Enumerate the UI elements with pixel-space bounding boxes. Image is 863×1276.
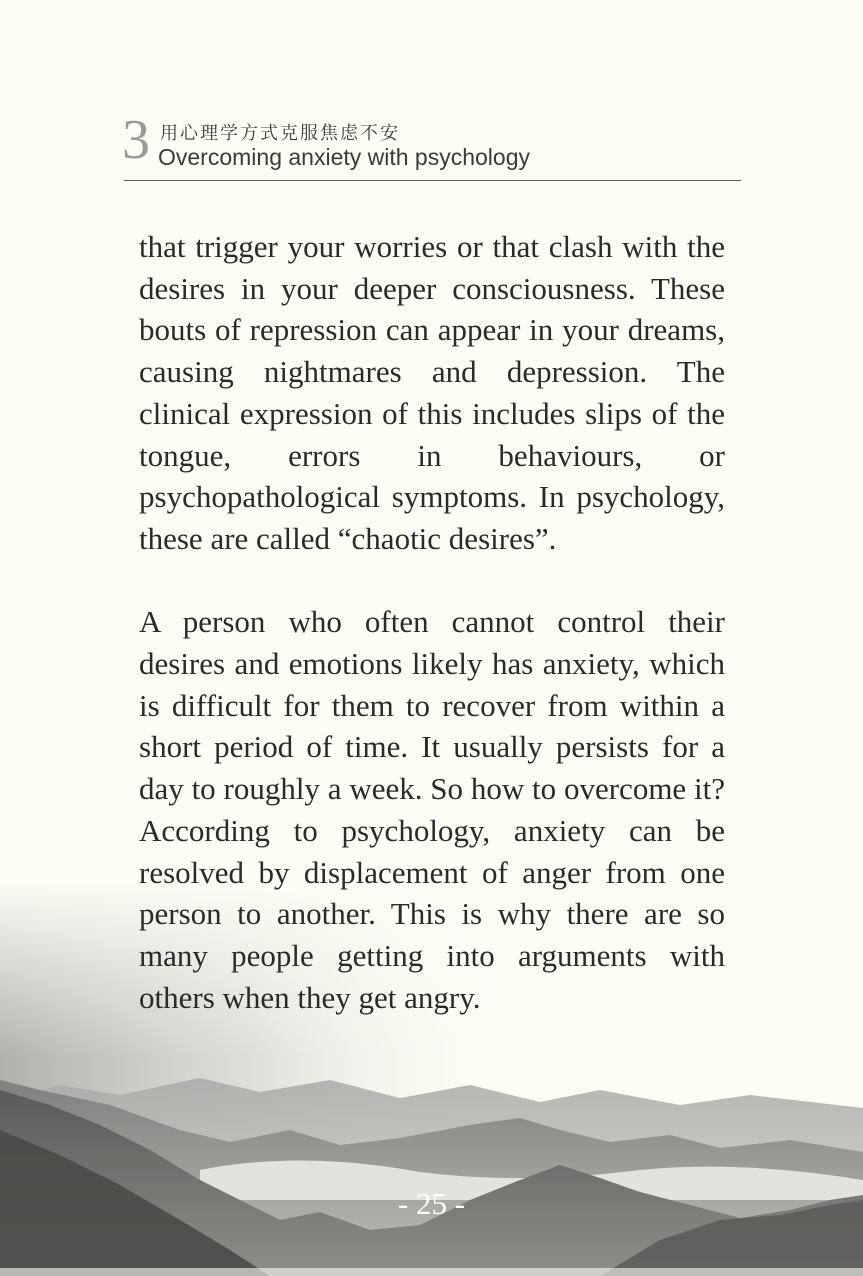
paragraph: that trigger your worries or that clash with the desires in your deeper consciousness. These bouts of repression can appear in your dreams, causing nightmares and depression. The clinical expression of this includes slips of the tongue, errors in behaviours, or psychopathological symptoms. In psychology, these are called “chaotic desires”. [139,229,725,556]
chapter-title-chinese: 用心理学方式克服焦虑不安 [160,123,400,144]
chapter-number: 3 [122,109,150,171]
page-number: - 25 - [397,1186,466,1221]
chapter-title-english: Overcoming anxiety with psychology [158,144,530,170]
body-text [139,226,725,1060]
chapter-header [124,110,741,181]
paragraph: A person who often cannot control their desires and emotions likely has anxiety, which is difficult for them to recover from within a short period of time. It usually persists for a day to roughly a week. So how to overcome it? According to psychology, anxiety can be resolved by displacement of anger from one person to another. This is why there are so many people getting into arguments with others when they get angry. [139,604,725,1015]
